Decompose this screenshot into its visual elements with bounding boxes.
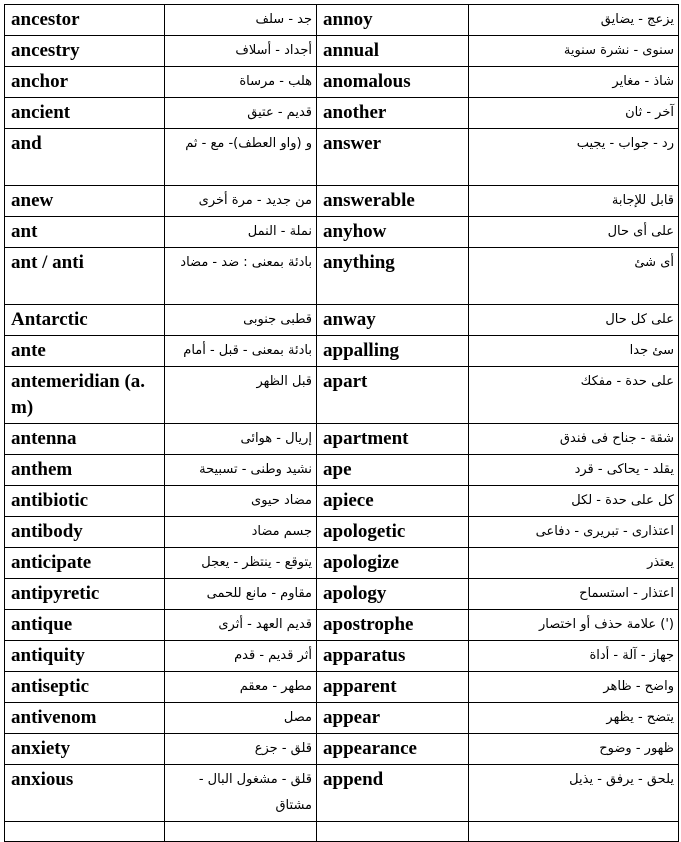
table-row — [5, 367, 679, 424]
table-row — [5, 67, 679, 98]
english-word: apologetic — [317, 517, 469, 548]
arabic-meaning: على حدة - مفكك — [469, 367, 679, 424]
arabic-meaning: كل على حدة - لكل — [469, 486, 679, 517]
arabic-meaning: يلحق - يرفق - يذيل — [469, 765, 679, 822]
english-word: apology — [317, 579, 469, 610]
english-word: appalling — [317, 336, 469, 367]
english-word: and — [5, 129, 165, 186]
english-word: anchor — [5, 67, 165, 98]
arabic-meaning: قديم - عتيق — [165, 98, 317, 129]
english-word: antiquity — [5, 641, 165, 672]
arabic-meaning: على كل حال — [469, 305, 679, 336]
english-word: anthem — [5, 455, 165, 486]
arabic-meaning: يزعج - يضايق — [469, 5, 679, 36]
arabic-meaning: يتوقع - ينتظر - يعجل — [165, 548, 317, 579]
arabic-meaning: مضاد حيوى — [165, 486, 317, 517]
table-row — [5, 217, 679, 248]
english-word: antique — [5, 610, 165, 641]
table-row — [5, 5, 679, 36]
table-row — [5, 610, 679, 641]
table-row — [5, 765, 679, 822]
arabic-meaning: من جديد - مرة أخرى — [165, 186, 317, 217]
english-word: anew — [5, 186, 165, 217]
arabic-meaning: آخر - ثان — [469, 98, 679, 129]
table-row — [5, 734, 679, 765]
arabic-meaning: شقة - جناح فى فندق — [469, 424, 679, 455]
english-word: ancestor — [5, 5, 165, 36]
vocabulary-table — [4, 4, 679, 842]
english-word: anything — [317, 248, 469, 305]
arabic-meaning: أجداد - أسلاف — [165, 36, 317, 67]
english-word: apparent — [317, 672, 469, 703]
english-word: another — [317, 98, 469, 129]
english-word: antiseptic — [5, 672, 165, 703]
arabic-meaning: بادئة بمعنى - قبل - أمام — [165, 336, 317, 367]
arabic-meaning: يقلد - يحاكى - قرد — [469, 455, 679, 486]
english-word: antibiotic — [5, 486, 165, 517]
arabic-meaning: و (واو العطف)- مع - ثم — [165, 129, 317, 186]
arabic-meaning: واضح - ظاهر — [469, 672, 679, 703]
english-word: apostrophe — [317, 610, 469, 641]
english-word: answerable — [317, 186, 469, 217]
arabic-meaning: يعتذر — [469, 548, 679, 579]
english-word: ape — [317, 455, 469, 486]
english-word: anxiety — [5, 734, 165, 765]
english-word: ant — [5, 217, 165, 248]
english-word: append — [317, 765, 469, 822]
english-word: apparatus — [317, 641, 469, 672]
arabic-meaning: نشيد وطنى - تسبيحة — [165, 455, 317, 486]
arabic-meaning: سنوى - نشرة سنوية — [469, 36, 679, 67]
arabic-meaning: مطهر - معقم — [165, 672, 317, 703]
english-word: antemeridian (a. m) — [5, 367, 165, 424]
arabic-meaning: جهاز - آلة - أداة — [469, 641, 679, 672]
table-row — [5, 424, 679, 455]
english-word: antibody — [5, 517, 165, 548]
english-word: annual — [317, 36, 469, 67]
table-row — [5, 36, 679, 67]
arabic-meaning: اعتذارى - تبريرى - دفاعى — [469, 517, 679, 548]
table-row — [5, 579, 679, 610]
arabic-meaning: سئ جدا — [469, 336, 679, 367]
arabic-meaning: هلب - مرساة — [165, 67, 317, 98]
arabic-meaning: يتضح - يظهر — [469, 703, 679, 734]
arabic-meaning: قلق - جزع — [165, 734, 317, 765]
arabic-meaning: ظهور - وضوح — [469, 734, 679, 765]
table-row — [5, 703, 679, 734]
english-word: apartment — [317, 424, 469, 455]
arabic-meaning: نملة - النمل — [165, 217, 317, 248]
arabic-meaning: مصل — [165, 703, 317, 734]
arabic-meaning: أثر قديم - قدم — [165, 641, 317, 672]
table-row — [5, 641, 679, 672]
english-word: antenna — [5, 424, 165, 455]
english-word: anyhow — [317, 217, 469, 248]
arabic-meaning: (') علامة حذف أو اختصار — [469, 610, 679, 641]
english-word: anway — [317, 305, 469, 336]
arabic-meaning: قبل الظهر — [165, 367, 317, 424]
arabic-meaning: على أى حال — [469, 217, 679, 248]
table-row — [5, 486, 679, 517]
table-row — [5, 672, 679, 703]
arabic-meaning: قديم العهد - أثرى — [165, 610, 317, 641]
arabic-meaning: شاذ - مغاير — [469, 67, 679, 98]
table-row — [5, 305, 679, 336]
arabic-meaning: قلق - مشغول البال - مشتاق — [165, 765, 317, 822]
english-word: answer — [317, 129, 469, 186]
arabic-meaning: بادئة بمعنى : ضد - مضاد — [165, 248, 317, 305]
arabic-meaning: جسم مضاد — [165, 517, 317, 548]
english-word: Antarctic — [5, 305, 165, 336]
table-row — [5, 248, 679, 305]
english-word: antipyretic — [5, 579, 165, 610]
english-word: ancient — [5, 98, 165, 129]
table-row — [5, 129, 679, 186]
table-row-partial — [5, 822, 679, 842]
english-word: annoy — [317, 5, 469, 36]
arabic-meaning: قابل للإجابة — [469, 186, 679, 217]
arabic-meaning: مقاوم - مانع للحمى — [165, 579, 317, 610]
table-row — [5, 517, 679, 548]
english-word: apiece — [317, 486, 469, 517]
english-word: apart — [317, 367, 469, 424]
table-row — [5, 455, 679, 486]
arabic-meaning: رد - جواب - يجيب — [469, 129, 679, 186]
arabic-meaning: قطبى جنوبى — [165, 305, 317, 336]
table-row — [5, 186, 679, 217]
english-word: anxious — [5, 765, 165, 822]
table-row — [5, 336, 679, 367]
english-word: apologize — [317, 548, 469, 579]
english-word: appearance — [317, 734, 469, 765]
arabic-meaning: إريال - هوائى — [165, 424, 317, 455]
vocabulary-table-body — [5, 5, 679, 842]
english-word: anomalous — [317, 67, 469, 98]
english-word: ant / anti — [5, 248, 165, 305]
arabic-meaning: اعتذار - استسماح — [469, 579, 679, 610]
table-row — [5, 548, 679, 579]
english-word: ancestry — [5, 36, 165, 67]
arabic-meaning: أى شئ — [469, 248, 679, 305]
english-word: anticipate — [5, 548, 165, 579]
table-row — [5, 98, 679, 129]
english-word: ante — [5, 336, 165, 367]
arabic-meaning: جد - سلف — [165, 5, 317, 36]
english-word: appear — [317, 703, 469, 734]
english-word: antivenom — [5, 703, 165, 734]
